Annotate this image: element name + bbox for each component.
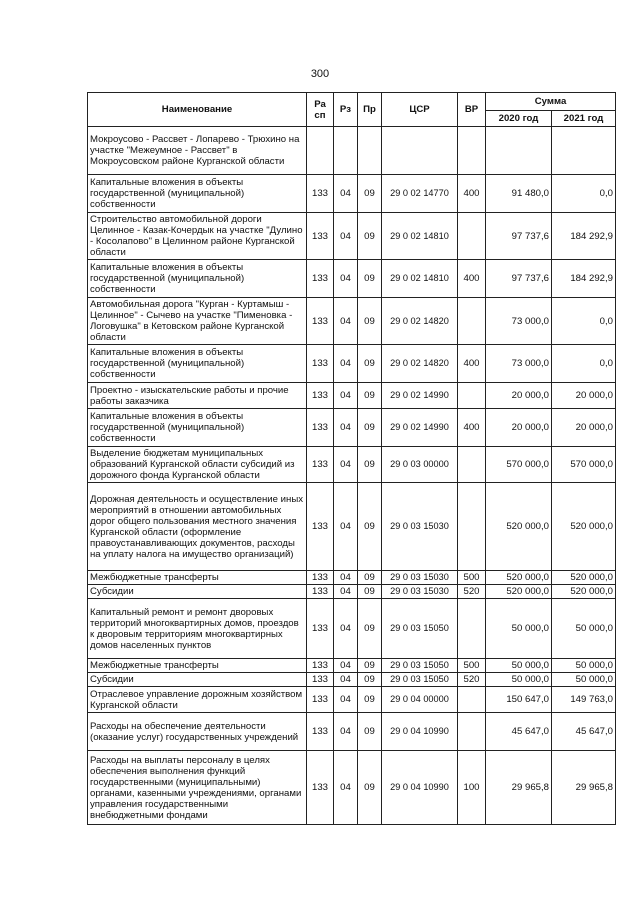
cell-rasp: 133 [307, 713, 334, 751]
cell-rz: 04 [334, 571, 358, 585]
cell-pr: 09 [358, 298, 382, 345]
cell-csr: 29 0 02 14810 [382, 213, 458, 260]
table-row [88, 447, 616, 483]
cell-csr: 29 0 04 10990 [382, 751, 458, 825]
header-vr: ВР [458, 93, 486, 127]
cell-2021: 20 000,0 [552, 409, 616, 447]
cell-name: Капитальные вложения в объекты государственной (муниципальной) собственности [88, 260, 307, 298]
cell-2021: 0,0 [552, 345, 616, 383]
cell-vr: 520 [458, 673, 486, 687]
cell-2021: 520 000,0 [552, 571, 616, 585]
cell-2021: 184 292,9 [552, 260, 616, 298]
cell-name: Мокроусово - Рассвет - Лопарево - Трюхино на участке "Межеумное - Рассвет" в Мокроусовском районе Курганской области [88, 127, 307, 175]
header-2020: 2020 год [486, 111, 552, 127]
cell-2020: 91 480,0 [486, 175, 552, 213]
cell-vr [458, 599, 486, 659]
cell-csr: 29 0 02 14770 [382, 175, 458, 213]
cell-2021: 0,0 [552, 175, 616, 213]
cell-csr: 29 0 02 14810 [382, 260, 458, 298]
cell-2021: 184 292,9 [552, 213, 616, 260]
cell-pr: 09 [358, 447, 382, 483]
cell-pr: 09 [358, 751, 382, 825]
table-row [88, 298, 616, 345]
cell-rasp: 133 [307, 409, 334, 447]
cell-2021: 29 965,8 [552, 751, 616, 825]
cell-name: Расходы на обеспечение деятельности (оказание услуг) государственных учреждений [88, 713, 307, 751]
cell-rasp: 133 [307, 751, 334, 825]
cell-rasp: 133 [307, 659, 334, 673]
cell-rz: 04 [334, 585, 358, 599]
cell-vr [458, 483, 486, 571]
cell-name: Субсидии [88, 585, 307, 599]
table-row [88, 713, 616, 751]
cell-rz: 04 [334, 713, 358, 751]
cell-2020 [486, 127, 552, 175]
cell-name: Межбюджетные трансферты [88, 659, 307, 673]
cell-csr: 29 0 03 15030 [382, 483, 458, 571]
cell-rasp: 133 [307, 585, 334, 599]
cell-2020: 50 000,0 [486, 599, 552, 659]
cell-csr: 29 0 03 00000 [382, 447, 458, 483]
header-csr: ЦСР [382, 93, 458, 127]
cell-2021: 50 000,0 [552, 599, 616, 659]
cell-rz: 04 [334, 673, 358, 687]
cell-2020: 570 000,0 [486, 447, 552, 483]
cell-pr: 09 [358, 260, 382, 298]
table-row [88, 585, 616, 599]
table-row [88, 409, 616, 447]
cell-pr: 09 [358, 213, 382, 260]
cell-vr [458, 213, 486, 260]
cell-rasp: 133 [307, 483, 334, 571]
cell-2020: 20 000,0 [486, 409, 552, 447]
cell-2020: 520 000,0 [486, 585, 552, 599]
cell-rz [334, 127, 358, 175]
cell-vr: 520 [458, 585, 486, 599]
cell-csr: 29 0 04 00000 [382, 687, 458, 713]
cell-rasp: 133 [307, 599, 334, 659]
cell-name: Строительство автомобильной дороги Целинное - Казак-Кочердык на участке "Дулино - Косолапово" в Целинном районе Курганской области [88, 213, 307, 260]
cell-vr [458, 383, 486, 409]
cell-rasp: 133 [307, 687, 334, 713]
cell-csr: 29 0 03 15050 [382, 599, 458, 659]
cell-2021: 149 763,0 [552, 687, 616, 713]
cell-name: Капитальные вложения в объекты государственной (муниципальной) собственности [88, 345, 307, 383]
cell-name: Проектно - изыскательские работы и прочие работы заказчика [88, 383, 307, 409]
table-row [88, 175, 616, 213]
cell-rz: 04 [334, 599, 358, 659]
cell-2020: 20 000,0 [486, 383, 552, 409]
cell-pr: 09 [358, 713, 382, 751]
cell-rasp: 133 [307, 447, 334, 483]
cell-2021: 520 000,0 [552, 483, 616, 571]
cell-2021: 50 000,0 [552, 673, 616, 687]
cell-vr: 400 [458, 260, 486, 298]
table-header [88, 93, 616, 127]
cell-vr: 100 [458, 751, 486, 825]
table-row [88, 483, 616, 571]
cell-vr [458, 447, 486, 483]
cell-vr: 400 [458, 175, 486, 213]
cell-vr: 500 [458, 571, 486, 585]
cell-2020: 150 647,0 [486, 687, 552, 713]
cell-pr: 09 [358, 409, 382, 447]
cell-name: Отраслевое управление дорожным хозяйством Курганской области [88, 687, 307, 713]
budget-table [87, 92, 616, 825]
cell-rasp: 133 [307, 571, 334, 585]
cell-name: Расходы на выплаты персоналу в целях обеспечения выполнения функций государственными (муниципальными) органами, казенными учреждениями, органами управления государственными внебюджетными фондами [88, 751, 307, 825]
cell-csr: 29 0 02 14820 [382, 298, 458, 345]
cell-pr: 09 [358, 345, 382, 383]
table-body [88, 127, 616, 825]
cell-name: Субсидии [88, 673, 307, 687]
cell-rasp: 133 [307, 673, 334, 687]
cell-rasp [307, 127, 334, 175]
cell-2020: 520 000,0 [486, 483, 552, 571]
table-row [88, 599, 616, 659]
header-rasp: Ра сп [307, 93, 334, 127]
cell-2020: 29 965,8 [486, 751, 552, 825]
table-row [88, 213, 616, 260]
cell-csr: 29 0 02 14820 [382, 345, 458, 383]
cell-vr [458, 687, 486, 713]
cell-pr: 09 [358, 483, 382, 571]
page-number: 300 [310, 68, 330, 80]
cell-pr: 09 [358, 599, 382, 659]
table-row [88, 260, 616, 298]
cell-2021: 20 000,0 [552, 383, 616, 409]
cell-2021: 0,0 [552, 298, 616, 345]
cell-rz: 04 [334, 483, 358, 571]
table-row [88, 687, 616, 713]
header-name: Наименование [88, 93, 307, 127]
cell-2020: 73 000,0 [486, 345, 552, 383]
header-sum: Сумма [486, 93, 616, 111]
table-row [88, 345, 616, 383]
cell-csr: 29 0 04 10990 [382, 713, 458, 751]
cell-pr [358, 127, 382, 175]
cell-rasp: 133 [307, 213, 334, 260]
cell-2020: 97 737,6 [486, 213, 552, 260]
cell-2020: 50 000,0 [486, 659, 552, 673]
cell-rz: 04 [334, 298, 358, 345]
cell-pr: 09 [358, 585, 382, 599]
cell-2020: 50 000,0 [486, 673, 552, 687]
cell-vr: 500 [458, 659, 486, 673]
table-row [88, 127, 616, 175]
cell-vr [458, 127, 486, 175]
cell-csr: 29 0 03 15030 [382, 585, 458, 599]
table-row [88, 383, 616, 409]
cell-rasp: 133 [307, 260, 334, 298]
cell-pr: 09 [358, 687, 382, 713]
cell-rz: 04 [334, 447, 358, 483]
cell-rz: 04 [334, 213, 358, 260]
cell-rz: 04 [334, 383, 358, 409]
cell-2021: 50 000,0 [552, 659, 616, 673]
cell-2021: 570 000,0 [552, 447, 616, 483]
cell-vr [458, 298, 486, 345]
cell-csr [382, 127, 458, 175]
cell-2021: 45 647,0 [552, 713, 616, 751]
table-row [88, 751, 616, 825]
cell-2021 [552, 127, 616, 175]
table-row [88, 659, 616, 673]
cell-pr: 09 [358, 659, 382, 673]
cell-name: Дорожная деятельность и осуществление иных мероприятий в отношении автомобильных дорог общего пользования местного значения Курганской области (оформление правоустанавливающих документов, расходы на уплату налога на имущество организаций) [88, 483, 307, 571]
cell-rasp: 133 [307, 383, 334, 409]
cell-csr: 29 0 03 15030 [382, 571, 458, 585]
cell-rz: 04 [334, 409, 358, 447]
cell-csr: 29 0 03 15050 [382, 673, 458, 687]
header-pr: Пр [358, 93, 382, 127]
cell-vr: 400 [458, 409, 486, 447]
cell-vr: 400 [458, 345, 486, 383]
cell-rasp: 133 [307, 175, 334, 213]
cell-name: Капитальные вложения в объекты государственной (муниципальной) собственности [88, 409, 307, 447]
cell-csr: 29 0 03 15050 [382, 659, 458, 673]
cell-name: Капитальные вложения в объекты государственной (муниципальной) собственности [88, 175, 307, 213]
cell-csr: 29 0 02 14990 [382, 409, 458, 447]
table-row [88, 673, 616, 687]
cell-name: Выделение бюджетам муниципальных образований Курганской области субсидий из дорожного фонда Курганской области [88, 447, 307, 483]
cell-2021: 520 000,0 [552, 585, 616, 599]
header-2021: 2021 год [552, 111, 616, 127]
cell-rz: 04 [334, 260, 358, 298]
cell-rasp: 133 [307, 298, 334, 345]
cell-2020: 73 000,0 [486, 298, 552, 345]
cell-name: Автомобильная дорога "Курган - Куртамыш - Целинное" - Сычево на участке "Пименовка - Логовушка" в Кетовском районе Курганской области [88, 298, 307, 345]
cell-rz: 04 [334, 687, 358, 713]
cell-pr: 09 [358, 673, 382, 687]
cell-csr: 29 0 02 14990 [382, 383, 458, 409]
cell-rz: 04 [334, 175, 358, 213]
cell-pr: 09 [358, 175, 382, 213]
cell-rasp: 133 [307, 345, 334, 383]
table-row [88, 571, 616, 585]
cell-2020: 45 647,0 [486, 713, 552, 751]
cell-2020: 97 737,6 [486, 260, 552, 298]
cell-rz: 04 [334, 659, 358, 673]
cell-pr: 09 [358, 571, 382, 585]
cell-2020: 520 000,0 [486, 571, 552, 585]
cell-name: Капитальный ремонт и ремонт дворовых территорий многоквартирных домов, проездов к дворовым территориям многоквартирных домов населенных пунктов [88, 599, 307, 659]
cell-pr: 09 [358, 383, 382, 409]
cell-rz: 04 [334, 345, 358, 383]
cell-rz: 04 [334, 751, 358, 825]
cell-vr [458, 713, 486, 751]
header-rz: Рз [334, 93, 358, 127]
cell-name: Межбюджетные трансферты [88, 571, 307, 585]
